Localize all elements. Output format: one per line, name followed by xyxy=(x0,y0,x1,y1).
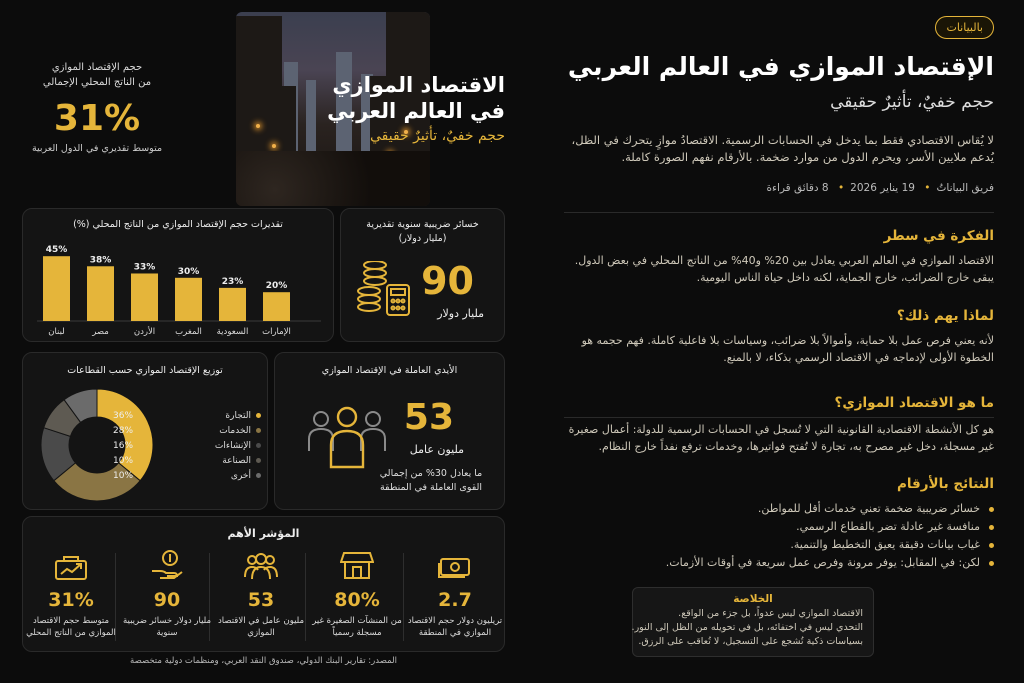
tax-unit: مليار دولار xyxy=(437,307,484,320)
legend-item xyxy=(113,471,261,486)
bar-chart-card xyxy=(22,208,334,342)
category-label: مصر xyxy=(92,327,109,337)
indicator-label: مليار دولار خسائر ضريبية سنوية xyxy=(122,616,212,638)
legend-item xyxy=(113,456,261,471)
bar-value-label: 20% xyxy=(265,281,288,292)
legend-swatch xyxy=(256,428,261,433)
money-hand-icon xyxy=(150,549,184,581)
tax-value: 90 xyxy=(421,259,474,303)
indicator-firms xyxy=(309,547,405,639)
legend-label: أخرى xyxy=(230,471,251,481)
indicator-value: 80% xyxy=(334,589,380,611)
bar-value-label: 33% xyxy=(133,262,156,273)
section-text-what: هو كل الأنشطة الاقتصادية القانونية التي لا تُسجل في الحسابات الرسمية للدولة: أعمال صغيرة غير مسجلة، دخل غير مصرح به، تجارة لا تُفتح فواتيرها، وخدمات ترفع نفداً خارج النظام. xyxy=(568,423,994,453)
summary-line: الاقتصاد الموازي ليس عدواً، بل جزء من الواقع. xyxy=(678,608,863,619)
card-title: الأيدي العاملة في الإقتصاد الموازي xyxy=(321,365,458,376)
section-heading-why: لماذا يهم ذلك؟ xyxy=(896,308,994,324)
bar-5 xyxy=(263,292,290,321)
legend-swatch xyxy=(256,458,261,463)
legend-swatch xyxy=(256,413,261,418)
indicator-label: متوسط حجم الاقتصاد الموازي من الناتج المحلي xyxy=(26,616,116,638)
bar-4 xyxy=(219,288,246,321)
indicator-value: 2.7 xyxy=(438,589,472,611)
article-subtitle: حجم خفيٌ، تأثيرٌ حقيقي xyxy=(830,92,994,112)
kpi-label: من الناتج المحلي الإجمالي xyxy=(42,77,152,88)
legend-swatch xyxy=(256,443,261,448)
section-heading-results: النتائج بالأرقام xyxy=(896,476,994,492)
summary-line: التحدي ليس في اختفائه، بل في تحويله من الظل إلى النور. xyxy=(631,622,863,633)
hero-title-line: في العالم العربي xyxy=(327,99,505,123)
legend-value: 36% xyxy=(113,411,134,421)
bar-1 xyxy=(87,266,114,321)
source-note: المصدر: تقارير البنك الدولي، صندوق النقد العربي، ومنظمات دولية متخصصة xyxy=(130,656,397,666)
summary-box xyxy=(632,587,874,657)
labor-note: ما يعادل 30% من إجمالي القوى العاملة في المنطقة xyxy=(379,468,483,493)
bar-value-label: 38% xyxy=(89,255,112,266)
list-item: منافسة غير عادلة تضر بالقطاع الرسمي. xyxy=(564,518,994,536)
bar-value-label: 23% xyxy=(221,276,244,287)
indicator-label: من المنشآت الصغيرة غير مسجلة رسمياً xyxy=(312,616,402,638)
bar-0 xyxy=(43,256,70,321)
indicator-label: تريليون دولار حجم الاقتصاد الموازي في المنطقة xyxy=(407,616,503,638)
bar-3 xyxy=(175,278,202,321)
category-badge[interactable]: بالبيانات xyxy=(935,16,994,39)
divider xyxy=(564,212,994,213)
list-item: لكن: في المقابل: يوفر مرونة وفرص عمل سريعة في أوقات الأزمات. xyxy=(564,554,994,572)
indicator-tax xyxy=(119,547,215,639)
card-title: (مليار دولار) xyxy=(398,233,447,244)
indicator-gdp xyxy=(23,547,119,639)
bar-value-label: 30% xyxy=(177,266,200,277)
labor-unit: مليون عامل xyxy=(409,443,464,456)
read-time: 8 دقائق قراءة xyxy=(766,182,829,194)
section-heading-idea: الفكرة في سطر xyxy=(883,228,994,244)
hero-title-line: الاقتصاد الموازي xyxy=(332,73,505,97)
kpi-value: 31% xyxy=(53,98,141,139)
labor-value: 53 xyxy=(403,397,454,438)
legend-item xyxy=(113,426,261,441)
legend-label: التجارة xyxy=(225,411,251,421)
legend-value: 10% xyxy=(113,471,134,481)
section-text-why: لأنه يعني فرص عمل بلا حماية، وأموالاً بلا ضرائب، وسياسات بلا فاعلية كاملة. فهم حجمه هو الخطوة الأولى لإدماجه في الاقتصاد الرسمي بذكاء، لا بالمنع. xyxy=(581,334,994,364)
indicator-size xyxy=(407,547,503,639)
legend-item xyxy=(113,411,261,426)
indicator-label: مليون عامل في الاقتصاد الموازي xyxy=(217,616,305,638)
article-title: الإقتصاد الموازي في العالم العربي xyxy=(567,52,994,81)
cash-icon xyxy=(438,553,472,581)
divider xyxy=(564,417,994,418)
summary-line: بسياسات ذكية تُشجع على التسجيل، لا تُعاقب على الرزق. xyxy=(638,636,863,647)
bar-chart xyxy=(23,209,334,342)
workers-icon xyxy=(243,551,279,581)
list-item: غياب بيانات دقيقة يعيق التخطيط والتنمية. xyxy=(564,536,994,554)
legend-swatch xyxy=(256,473,261,478)
publish-date: 19 يناير 2026 xyxy=(850,182,915,194)
category-label: الإمارات xyxy=(262,327,291,337)
article-intro: لا يُقاس الاقتصادي فقط بما يدخل في الحسابات الرسمية. الاقتصادُ موازٍ يتحرك في الظل، يُدعم ملايين الأسر، ويحرم الدول من موارد ضخمة. بالأرقام نفهم الصورة كاملة. xyxy=(571,133,994,164)
chart-title: تقديرات حجم الإقتصاد الموازي من الناتج المحلي (%) xyxy=(73,219,283,230)
card-title: المؤشر الأهم xyxy=(227,527,300,540)
coins-calculator-icon xyxy=(355,261,413,319)
indicator-workers xyxy=(213,547,309,639)
category-label: السعودية xyxy=(216,327,249,337)
article-meta: فريق البياناتُ• 19 يناير 2026• 8 دقائق قراءة xyxy=(766,182,994,194)
kpi-label: حجم الإقتصاد الموازي xyxy=(51,62,143,73)
card-title: خسائر ضريبية سنوية تقديرية xyxy=(366,219,479,230)
chart-icon xyxy=(54,549,88,581)
legend-value: 10% xyxy=(113,456,134,466)
section-heading-what: ما هو الاقتصاد الموازي؟ xyxy=(834,395,994,411)
legend-label: الإنشاءات xyxy=(214,441,251,451)
bar-value-label: 45% xyxy=(45,245,68,256)
workers-icon xyxy=(305,401,389,471)
category-label: لبنان xyxy=(48,327,65,337)
hero-subtitle: حجم خفيٌ، تأثيرٌ حقيقي xyxy=(369,128,505,144)
category-label: الأردن xyxy=(133,327,156,337)
list-item: خسائر ضريبية ضخمة تعني خدمات أقل للمواطن. xyxy=(564,500,994,518)
article xyxy=(540,0,1024,683)
chart-legend xyxy=(113,411,261,486)
author[interactable]: فريق البياناتُ xyxy=(936,182,994,194)
category-label: المغرب xyxy=(175,327,202,337)
summary-heading: الخلاصة xyxy=(733,593,773,605)
legend-value: 28% xyxy=(113,426,134,436)
chart-title: توزيع الإقتصاد الموازي حسب القطاعات xyxy=(67,365,223,376)
legend-label: الصناعة xyxy=(222,456,251,466)
legend-item xyxy=(113,441,261,456)
legend-label: الخدمات xyxy=(219,426,251,436)
bar-2 xyxy=(131,273,158,321)
section-text-idea: الاقتصاد الموازي في العالم العربي يعادل بين 20% و40% من الناتج المحلي في بعض الدول. يبقى خارج الضرائب، خارج الجماية، لكنه داخل حياة الناس اليومية. xyxy=(574,254,994,284)
hero-title xyxy=(300,72,505,144)
legend-value: 16% xyxy=(113,441,134,451)
donut-chart-card xyxy=(22,352,268,510)
indicator-value: 31% xyxy=(48,589,94,611)
shop-icon xyxy=(340,549,374,581)
labor-card xyxy=(274,352,505,510)
tax-loss-card xyxy=(340,208,505,342)
indicator-value: 53 xyxy=(247,589,275,611)
kpi-note: متوسط تقديري في الدول العربية xyxy=(31,143,163,154)
indicator-value: 90 xyxy=(153,589,181,611)
results-list xyxy=(564,500,994,572)
kpi-gdp-share xyxy=(22,60,172,154)
indicators-card xyxy=(22,516,505,652)
